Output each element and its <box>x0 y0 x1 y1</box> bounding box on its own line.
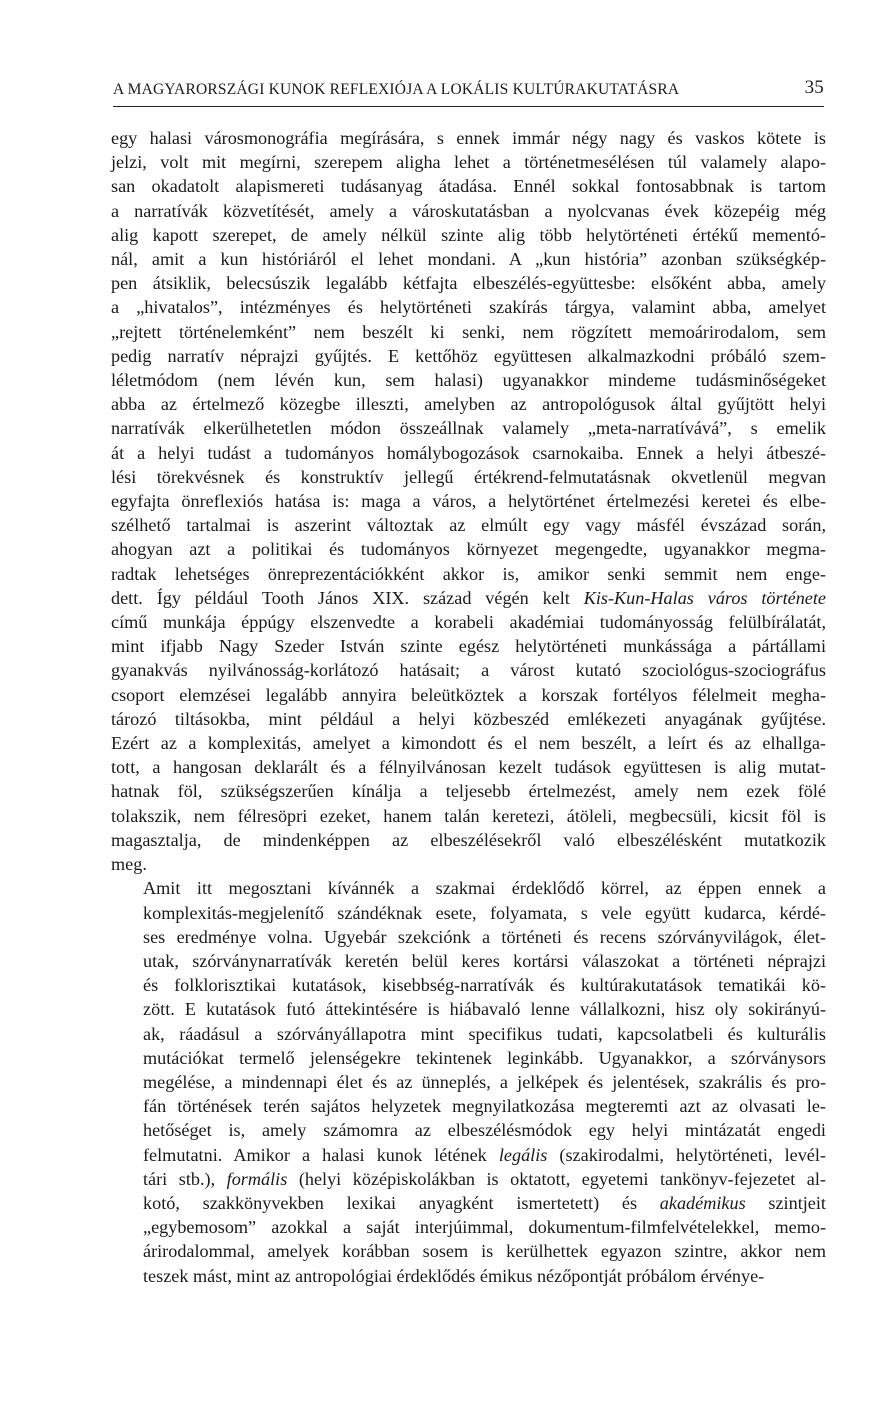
text-line: magasztalja, de mindenképpen az elbeszélésekről való elbeszélésként mutatkozik <box>111 829 826 850</box>
text-line: árirodalommal, amelyek korábban sosem is kerülhettek egyazon szintre, akkor nem <box>143 1241 826 1262</box>
text-line: alig kapott szerepet, de amely nélkül szinte alig több helytörténeti értékű mementó- <box>111 224 826 245</box>
text-line: abba az értelmező közegbe illeszti, amelyben az antropológusok által gyűjtött helyi <box>111 394 826 415</box>
text-line: „rejtett történelemként” nem beszélt ki senki, nem rögzített memoárirodalom, sem <box>111 321 826 342</box>
text-line: „egybemosom” azokkal a saját interjúimmal, dokumentum-filmfelvételekkel, memo- <box>143 1217 826 1238</box>
text-line: fán történések terén sajátos helyzetek megnyilatkozása megteremti azt az olvasati le- <box>143 1096 826 1117</box>
text-line: tolakszik, nem félresöpri ezeket, hanem talán keretezi, átöleli, megbecsüli, kicsit föl is <box>111 805 826 826</box>
text-line: tározó tiltásokba, mint például a helyi közbeszéd emlékezeti anyagának gyűjtése. <box>111 708 826 729</box>
text-line: felmutatni. Amikor a halasi kunok létének legális (szakirodalmi, helytörténeti, levél- <box>143 1144 826 1165</box>
text-line: megélése, a mindennapi élet és az ünneplés, a jelképek és jelentések, szakrális és pro- <box>143 1071 826 1092</box>
text-line: zött. E kutatások futó áttekintésére is hiábavaló lenne vállalkozni, hisz oly sokirányú- <box>143 999 826 1020</box>
text-line: ses eredménye volna. Ugyebár szekciónk a történeti és recens szórványvilágok, élet- <box>143 926 826 947</box>
text-line: kotó, szakkönyvekben lexikai anyagként ismertetett) és akadémikus szintjeit <box>143 1192 826 1213</box>
text-line: léletmódom (nem lévén kun, sem halasi) ugyanakkor mindeme tudásminőségeket <box>111 370 826 391</box>
running-header <box>113 77 824 107</box>
text-line: szélhető tartalmai is aszerint változtak az elmúlt egy vagy másfél évszázad során, <box>111 515 826 536</box>
text-line: című munkája éppúgy elszenvedte a korabeli akadémiai tudományosság felülbírálatát, <box>111 612 826 633</box>
text-line: pen átsiklik, belecsúszik legalább kétfajta elbeszélés-együttesbe: elsőként abba, amely <box>111 273 826 294</box>
text-line: ak, ráadásul a szórványállapotra mint specifikus tudati, kapcsolatbeli és kulturális <box>143 1023 826 1044</box>
text-line: ahogyan azt a politikai és tudományos környezet megengedte, ugyanakkor megma- <box>111 539 826 560</box>
text-line: a narratívák közvetítését, amely a városkutatásban a nyolcvanas évek közepéig még <box>111 200 826 221</box>
text-line: hetőséget is, amely számomra az elbeszélésmódok egy helyi mintázatát engedi <box>143 1120 826 1141</box>
text-line: tott, a hangosan deklarált és a félnyilvánosan kezelt tudások együttesen is alig mutat- <box>111 757 826 778</box>
text-line: narratívák elkerülhetetlen módon összeállnak valamely „meta-narratívává”, s emelik <box>111 418 826 439</box>
text-line: teszek mást, mint az antropológiai érdeklődés émikus nézőpontját próbálom érvénye- <box>143 1265 765 1286</box>
text-line: Amit itt megosztani kívánnék a szakmai érdeklődő körrel, az éppen ennek a <box>143 878 826 899</box>
text-line: hatnak föl, szükségszerűen kínálja a teljesebb értelmezést, amely nem ezek fölé <box>111 781 826 802</box>
paragraph-2 <box>111 876 826 1287</box>
paragraph-1 <box>111 126 826 876</box>
text-line: radtak lehetséges önreprezentációkként akkor is, amikor senki semmit nem enge- <box>111 563 826 584</box>
text-line: komplexitás-megjelenítő szándéknak esete, folyamata, s vele együtt kudarca, kérdé- <box>143 902 826 923</box>
text-line: tári stb.), formális (helyi középiskolákban is oktatott, egyetemi tankönyv-fejezetet al- <box>143 1168 826 1189</box>
text-line: egyfajta önreflexiós hatása is: maga a város, a helytörténet értelmezési keretei és elbe- <box>111 491 826 512</box>
text-line: meg. <box>111 854 147 875</box>
text-line: csoport elemzései legalább annyira beleütköztek a korszak fortélyos félelmeit megha- <box>111 684 826 705</box>
text-line: Ezért az a komplexitás, amelyet a kimondott és el nem beszélt, a leírt és az elhallga- <box>111 733 826 754</box>
text-line: át a helyi tudást a tudományos homálybogozások csarnokaiba. Ennek a helyi átbeszé- <box>111 442 826 463</box>
text-line: gyanakvás nyilvánosság-korlátozó hatásait; a várost kutató szociológus-szociográfus <box>111 660 826 681</box>
text-line: a „hivatalos”, intézményes és helytörténeti szakírás tárgya, valamint abba, amelyet <box>111 297 826 318</box>
text-line: mint ifjabb Nagy Szeder István szinte egész helytörténeti munkássága a pártállami <box>111 636 826 657</box>
text-line: nál, amit a kun históriáról el lehet mondani. A „kun história” azonban szükségkép- <box>111 249 826 270</box>
text-line: lési törekvésnek és konstruktív jellegű értékrend-felmutatásnak okvetlenül megvan <box>111 466 826 487</box>
running-title: A MAGYARORSZÁGI KUNOK REFLEXIÓJA A LOKÁLIS KULTÚRAKUTATÁSRA <box>113 81 680 98</box>
text-line: san okadatolt alapismereti tudásanyag átadása. Ennél sokkal fontosabbnak is tartom <box>111 176 826 197</box>
text-line: mutációkat termelő jelenségekre tekintenek leginkább. Ugyanakkor, a szórványsors <box>143 1047 826 1068</box>
text-line: pedig narratív néprajzi gyűjtés. E kettőhöz együttesen alkalmazkodni próbáló szem- <box>111 345 826 366</box>
text-line: jelzi, volt mit megírni, szerepem aligha lehet a történetmesélésen túl valamely alapo- <box>111 152 826 173</box>
text-line: és folklorisztikai kutatások, kisebbség-narratívák és kultúrakutatások tematikái kö- <box>143 975 826 996</box>
body-text <box>111 126 826 1288</box>
text-line: dett. Így például Tooth János XIX. század végén kelt Kis-Kun-Halas város története <box>111 587 827 608</box>
text-line: utak, szórványnarratívák keretén belül keres kortársi válaszokat a történeti néprajzi <box>143 950 826 971</box>
text-line: egy halasi városmonográfia megírására, s ennek immár négy nagy és vaskos kötete is <box>111 128 826 148</box>
page-number: 35 <box>804 77 824 98</box>
